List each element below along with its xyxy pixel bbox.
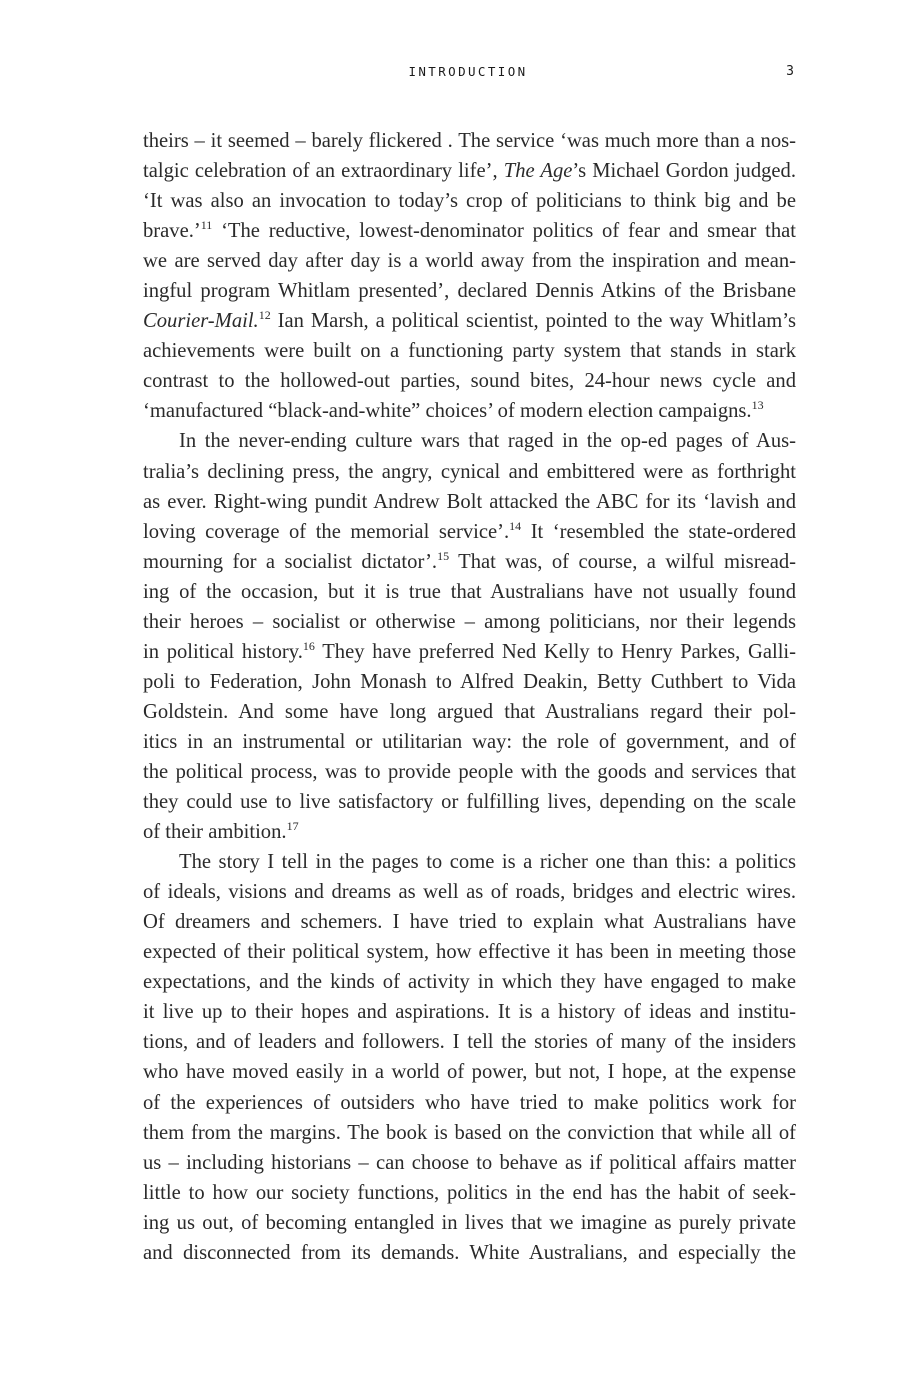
body-text bbox=[143, 126, 796, 1268]
text-line: poli to Federation, John Monash to Alfred Deakin, Betty Cuthbert to Vida bbox=[143, 670, 796, 693]
note-reference: 15 bbox=[437, 548, 450, 563]
text-line: of their ambition.$^{17}$ bbox=[143, 819, 299, 844]
page-number: 3 bbox=[786, 64, 794, 79]
text-line: little to how our society functions, politics in the end has the habit of seek- bbox=[143, 1181, 796, 1204]
paragraph-2 bbox=[143, 426, 796, 847]
text-line: it live up to their hopes and aspirations. It is a history of ideas and institu- bbox=[143, 1001, 796, 1024]
note-reference: 17 bbox=[286, 819, 299, 834]
text-line: ing us out, of becoming entangled in lives that we imagine as purely private bbox=[143, 1211, 796, 1234]
text-line: ing of the occasion, but it is true that Australians have not usually found bbox=[143, 580, 796, 603]
text-line: Courier-Mail.$^{12}$ Ian Marsh, a political scientist, pointed to the way Whitlam’s bbox=[143, 308, 796, 333]
publication-title: The Age bbox=[503, 160, 573, 183]
paragraph-3 bbox=[143, 847, 796, 1268]
text-line: contrast to the hollowed-out parties, sound bites, 24-hour news cycle and bbox=[143, 370, 796, 393]
text-line: expectations, and the kinds of activity in which they have engaged to make bbox=[143, 971, 796, 994]
text-line: Goldstein. And some have long argued that Australians regard their pol- bbox=[143, 700, 796, 723]
text-line: ‘It was also an invocation to today’s crop of politicians to think big and be bbox=[143, 190, 796, 213]
note-reference: 11 bbox=[200, 218, 213, 233]
text-line: in political history.$^{16}$ They have preferred Ned Kelly to Henry Parkes, Galli- bbox=[143, 638, 796, 663]
text-line: us – including historians – can choose to behave as if political affairs matter bbox=[143, 1151, 796, 1174]
text-line: Of dreamers and schemers. I have tried to explain what Australians have bbox=[143, 911, 796, 934]
text-line: of the experiences of outsiders who have tried to make politics work for bbox=[143, 1091, 796, 1114]
text-line: theirs – it seemed – barely flickered . The service ‘was much more than a nos- bbox=[143, 130, 796, 152]
text-line: and disconnected from its demands. White Australians, and especially the bbox=[143, 1241, 796, 1264]
text-line: as ever. Right-wing pundit Andrew Bolt attacked the ABC for its ‘lavish and bbox=[143, 490, 796, 513]
note-reference: 12 bbox=[258, 308, 271, 323]
text-line: loving coverage of the memorial service’.$^{14}$ It ‘resembled the state-ordered bbox=[143, 518, 796, 543]
text-line: In the never-ending culture wars that raged in the op-ed pages of Aus- bbox=[179, 430, 796, 453]
text-line: The story I tell in the pages to come is a richer one than this: a politics bbox=[179, 851, 796, 874]
text-line: achievements were built on a functioning party system that stands in stark bbox=[143, 340, 796, 363]
note-reference: 14 bbox=[509, 518, 522, 533]
text-line: them from the margins. The book is based on the conviction that while all of bbox=[143, 1121, 796, 1144]
text-line: ‘manufactured “black-and-white” choices’ of modern election campaigns.$^{13}$ bbox=[143, 398, 764, 423]
text-line: tions, and of leaders and followers. I tell the stories of many of the insiders bbox=[143, 1031, 796, 1054]
text-line: they could use to live satisfactory or fulfilling lives, depending on the scale bbox=[143, 791, 796, 814]
text-line: ingful program Whitlam presented’, declared Dennis Atkins of the Brisbane bbox=[143, 280, 796, 303]
running-head bbox=[0, 64, 900, 84]
text-line: the political process, was to provide people with the goods and services that bbox=[143, 760, 796, 783]
text-line: expected of their political system, how effective it has been in meeting those bbox=[143, 941, 796, 964]
text-line: their heroes – socialist or otherwise – among politicians, nor their legends bbox=[143, 610, 796, 633]
text-line: of ideals, visions and dreams as well as of roads, bridges and electric wires. bbox=[143, 881, 796, 904]
text-line: who have moved easily in a world of power, but not, I hope, at the expense bbox=[143, 1061, 796, 1084]
paragraph-1 bbox=[143, 126, 796, 426]
section-title: INTRODUCTION bbox=[408, 64, 528, 79]
note-reference: 13 bbox=[751, 398, 764, 413]
note-reference: 16 bbox=[302, 638, 315, 653]
text-line: we are served day after day is a world away from the inspiration and mean- bbox=[143, 250, 796, 273]
text-line: itics in an instrumental or utilitarian way: the role of government, and of bbox=[143, 730, 796, 753]
text-line: brave.’$^{11}$ ‘The reductive, lowest-denominator politics of fear and smear that bbox=[143, 218, 796, 243]
publication-title: Courier-Mail. bbox=[143, 310, 259, 333]
text-line: talgic celebration of an extraordinary life’, The Age’s Michael Gordon judged. bbox=[143, 160, 796, 183]
text-line: tralia’s declining press, the angry, cynical and embittered were as forthright bbox=[143, 460, 796, 483]
text-line: mourning for a socialist dictator’.$^{15}$ That was, of course, a wilful misread- bbox=[143, 548, 796, 573]
